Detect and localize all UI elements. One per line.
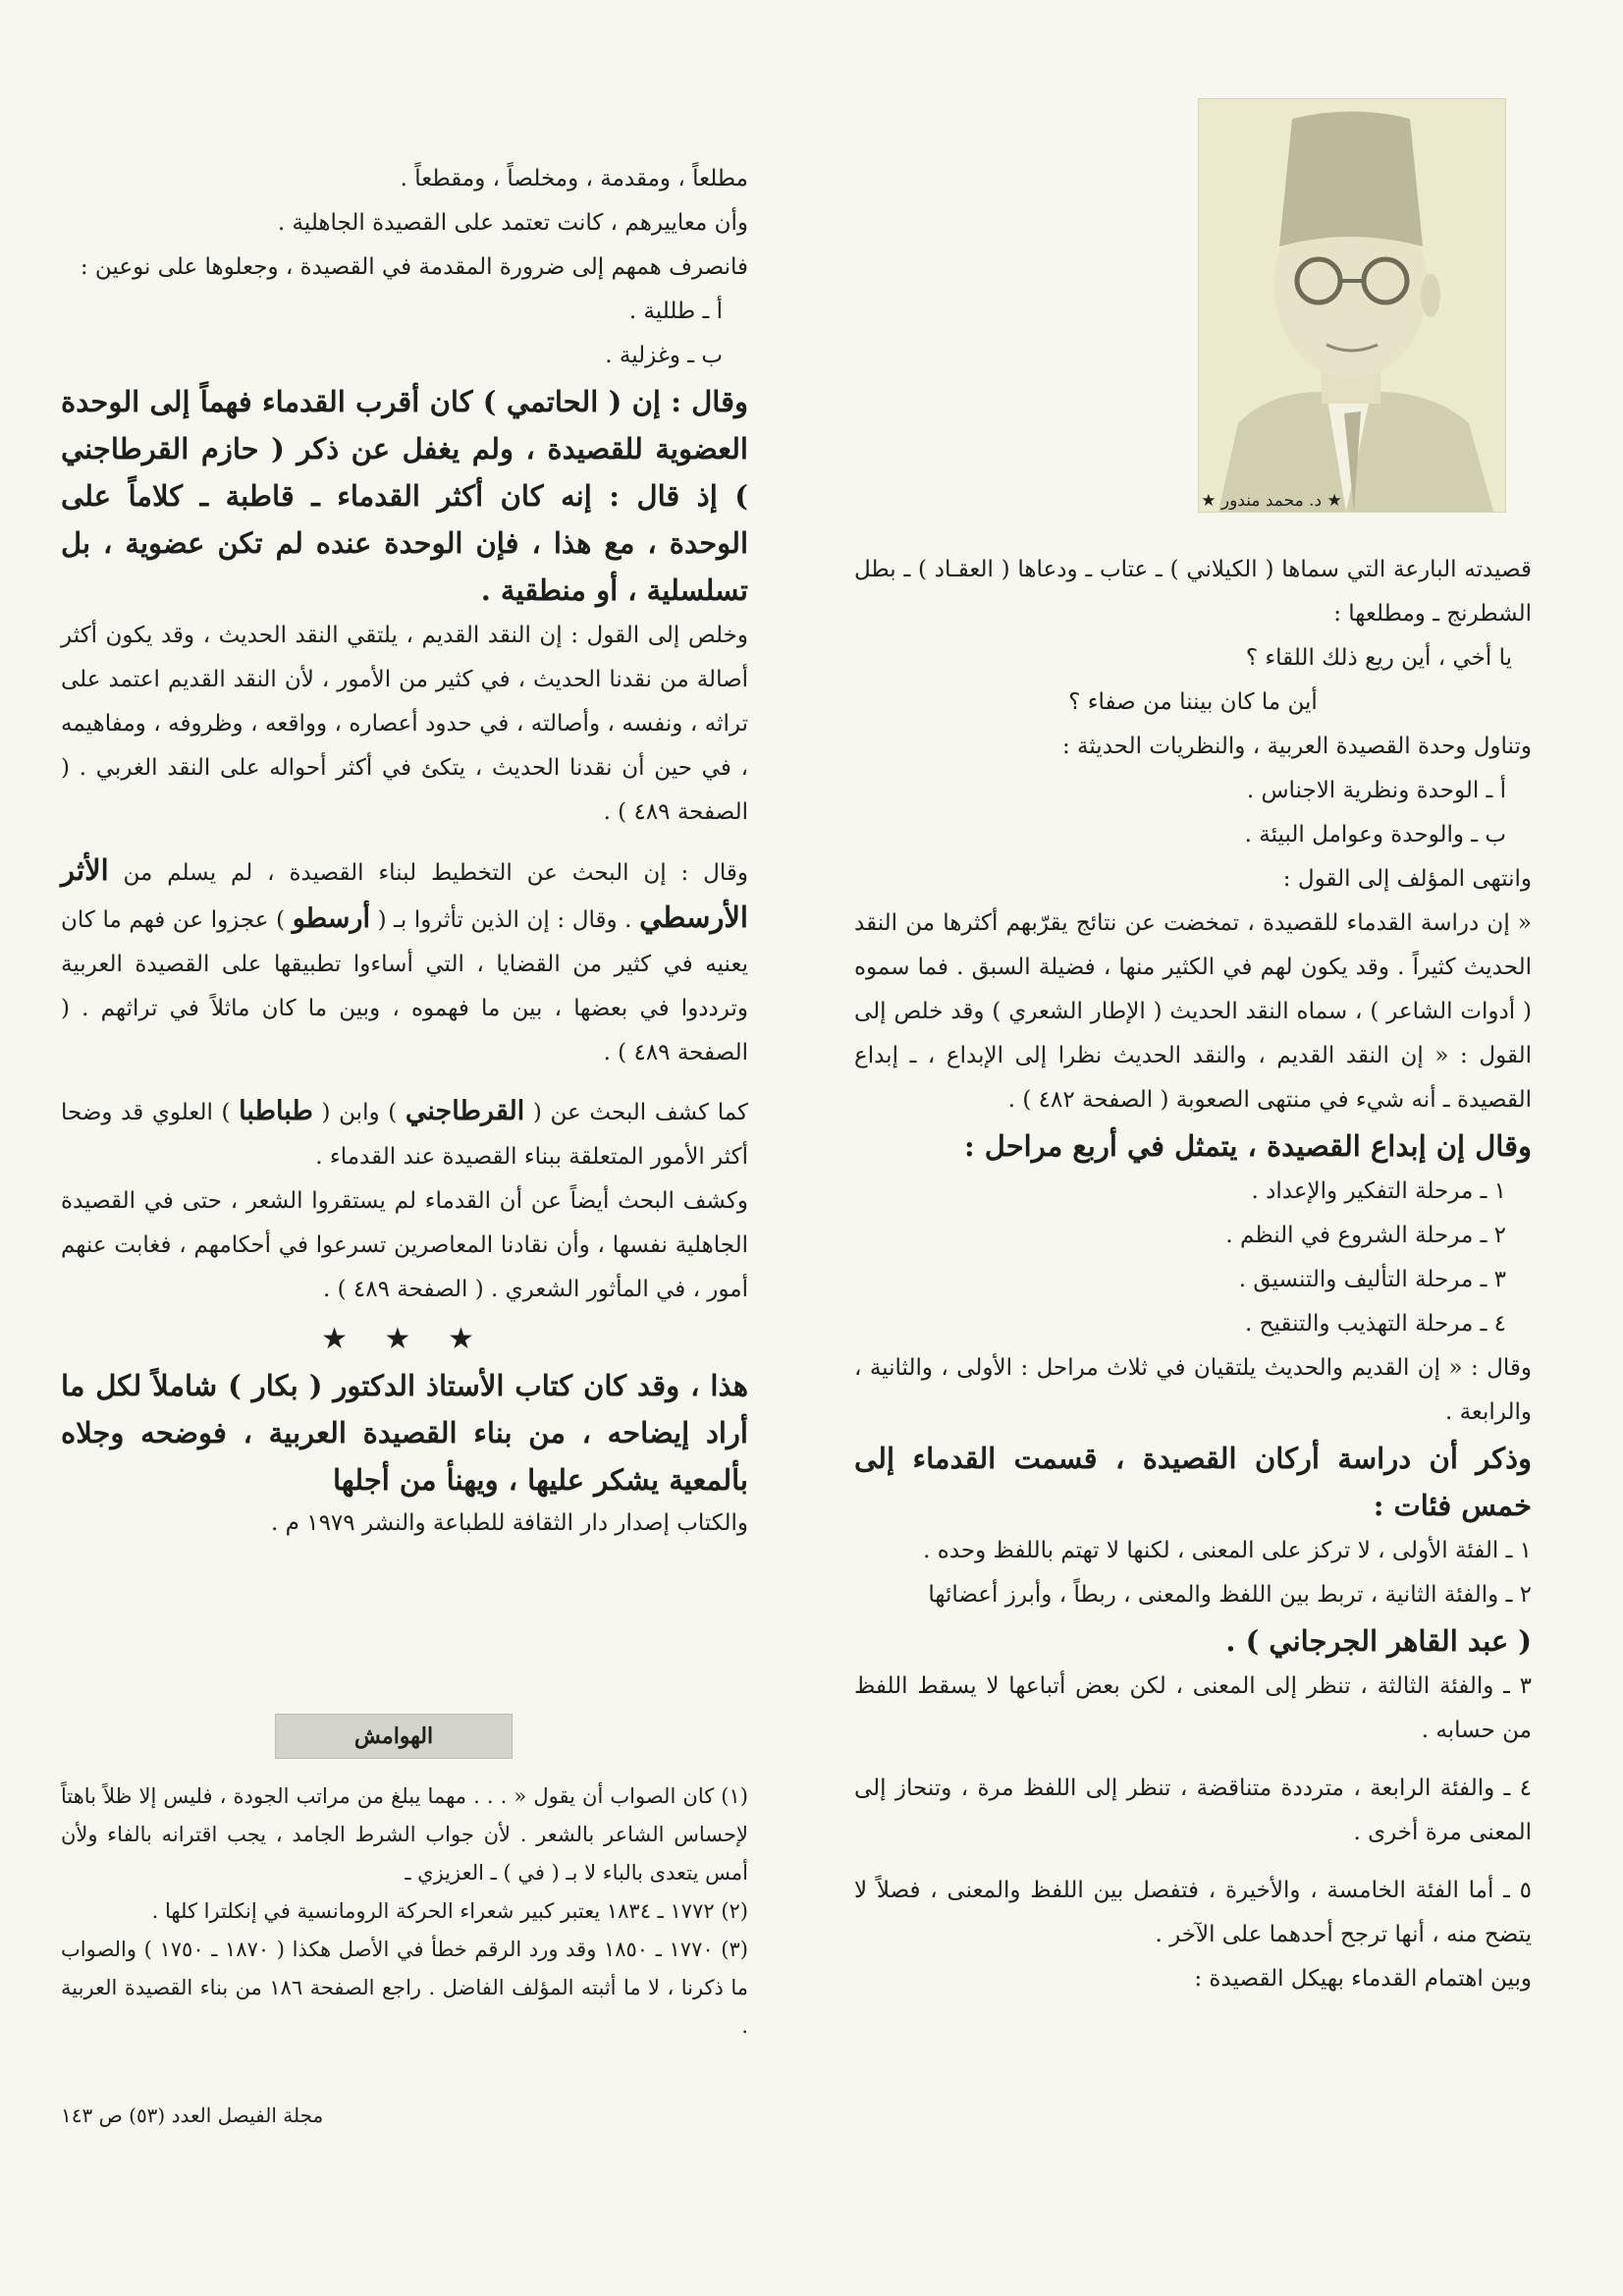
list-item: ٤ ـ مرحلة التهذيب والتنقيح . xyxy=(1245,1311,1506,1337)
paragraph: وانتهى المؤلف إلى القول : xyxy=(1282,866,1532,892)
left-column xyxy=(61,157,748,1543)
paragraph: فانصرف همهم إلى ضرورة المقدمة في القصيدة ، وجعلوها على نوعين : xyxy=(80,254,748,280)
list xyxy=(854,769,1532,857)
footnote: (٣) ١٧٧٠ ـ ١٨٥٠ وقد ورد الرقم خطأ في الأصل هكذا ( ١٨٧٠ ـ ١٧٥٠ ) والصواب ما ذكرنا ، لا ما أثبته المؤلف الفاضل . راجع الصفحة ١٨٦ من بناء القصيدة العربية . xyxy=(61,1938,748,2038)
text: ) العلوي قد وضحا أكثر الأمور المتعلقة ببناء القصيدة عند القدماء . xyxy=(61,1100,748,1170)
text: . وقال : إن الذين تأثروا بـ ( xyxy=(377,907,632,933)
paragraph: وبين اهتمام القدماء بهيكل القصيدة : xyxy=(1194,1966,1532,1992)
list-item: ٢ ـ والفئة الثانية ، تربط بين اللفظ والمعنى ، ربطاً ، وأبرز أعضائها xyxy=(928,1582,1532,1608)
text: ) وابن ( xyxy=(321,1100,398,1125)
list xyxy=(61,290,748,378)
list-item: ٤ ـ والفئة الرابعة ، مترددة متناقضة ، تنظر إلى اللفظ مرة ، وتنحاز إلى المعنى مرة أخرى . xyxy=(854,1776,1532,1845)
poem-verse: أين ما كان بيننا من صفاء ؟ xyxy=(1068,689,1318,715)
list-item: ٥ ـ أما الفئة الخامسة ، والأخيرة ، فتفصل بين اللفظ والمعنى ، فصلاً لا يتضح منه ، أنها ترجح أحدهما على الآخر . xyxy=(854,1878,1532,1947)
paragraph: قصيدته البارعة التي سماها ( الكيلاني ) ـ عتاب ـ ودعاها ( العقـاد ) ـ بطل الشطرنج ـ ومطلعها : xyxy=(854,557,1532,627)
bold-term: الأثر الأرسطي xyxy=(61,853,748,934)
footnote: (١) كان الصواب أن يقول « . . . مهما يبلغ من مراتب الجودة ، فليس إلا ظلاً باهتاً لإحساس الشاعر بالشعر . لأن جواب الشرط الجامد ، يجب اقترانه بالفاء ولأن أمس يتعدى بالباء لا بـ ( في ) ـ العزيزي ـ xyxy=(61,1784,748,1885)
paragraph: وأن معاييرهم ، كانت تعتمد على القصيدة الجاهلية . xyxy=(277,210,748,236)
right-column xyxy=(854,548,1532,2001)
poem-verse: يا أخي ، أين ريع ذلك اللقاء ؟ xyxy=(1245,645,1512,671)
list-item: ٣ ـ والفئة الثالثة ، تنظر إلى المعنى ، لكن بعض أتباعها لا يسقط اللفظ من حسابه . xyxy=(854,1673,1532,1743)
paragraph: وكشف البحث أيضاً عن أن القدماء لم يستقروا الشعر ، حتى في القصيدة الجاهلية نفسها ، وأن نقادنا المعاصرين تسرعوا في أحكامهم ، فغابت عنهم أمور ، في المأثور الشعري . ( الصفحة ٤٨٩ ) . xyxy=(61,1188,748,1302)
bold-paragraph: وقال : إن ( الحاتمي ) كان أقرب القدماء فهماً إلى الوحدة العضوية للقصيدة ، ولم يغفل عن ذكر ( حازم القرطاجني ) إذ قال : إنه كان أكثر القدماء ـ قاطبة ـ كلاماً على الوحدة ، مع هذا ، فإن الوحدة عنده لم تكن عضوية ، بل تسلسلية ، أو منطقية . xyxy=(61,385,748,607)
list-item: ١ ـ الفئة الأولى ، لا تركز على المعنى ، لكنها لا تهتم باللفظ وحده . xyxy=(923,1538,1532,1563)
footnotes-heading: الهوامش xyxy=(275,1714,513,1759)
text: وقال : إن البحث عن التخطيط لبناء القصيدة ، لم يسلم من xyxy=(123,860,748,886)
list-item: ب ـ وغزلية . xyxy=(605,343,723,368)
author-portrait xyxy=(1198,98,1506,513)
list-item: ب ـ والوحدة وعوامل البيئة . xyxy=(1244,822,1506,847)
bold-term: أرسطو xyxy=(292,903,370,934)
text: ) عجزوا عن فهم ما كان يعنيه في كثير من القضايا ، التي أساءوا تطبيقها على القصيدة العربية وترددوا في بعضها ، بين ما فهموه ، وبين ما كان ماثلاً في تراثهم . ( الصفحة ٤٨٩ ) . xyxy=(61,907,748,1066)
text: كما كشف البحث عن ( xyxy=(532,1100,748,1125)
bold-name: ( عبد القاهر الجرجاني ) . xyxy=(1225,1624,1532,1658)
list-item: ٢ ـ مرحلة الشروع في النظم . xyxy=(1225,1223,1506,1248)
bold-paragraph: هذا ، وقد كان كتاب الأستاذ الدكتور ( بكار ) شاملاً لكل ما أراد إيضاحه ، من بناء القصيدة العربية ، فوضحه وجلاه بألمعية يشكر عليها ، ويهنأ من أجلها xyxy=(61,1369,748,1497)
photo-caption: ★ د. محمد مندور ★ xyxy=(1201,491,1342,511)
bold-heading: وذكر أن دراسة أركان القصيدة ، قسمت القدماء إلى خمس فئات : xyxy=(854,1442,1532,1522)
list xyxy=(854,1170,1532,1346)
paragraph: مطلعاً ، ومقدمة ، ومخلصاً ، ومقطعاً . xyxy=(400,166,748,191)
page-footer: مجلة الفيصل العدد (٥٣) ص ١٤٣ xyxy=(61,2104,324,2127)
list-item: ١ ـ مرحلة التفكير والإعداد . xyxy=(1251,1178,1506,1204)
bold-heading: وقال إن إبداع القصيدة ، يتمثل في أربع مراحل : xyxy=(963,1129,1532,1163)
list-item: ٣ ـ مرحلة التأليف والتنسيق . xyxy=(1238,1267,1506,1292)
list-item: أ ـ الوحدة ونظرية الاجناس . xyxy=(1246,778,1506,803)
paragraph: وخلص إلى القول : إن النقد القديم ، يلتقي النقد الحديث ، وقد يكون أكثر أصالة من نقدنا الحديث ، في كثير من الأمور ، لأن النقد القديم اعتمد على تراثه ، ونفسه ، وأصالته ، في حدود أعصاره ، وواقعه ، وظروفه ، ومفاهيمه ، في حين أن نقدنا الحديث ، يتكئ في أكثر أحواله على النقد الغربي . ( الصفحة ٤٨٩ ) . xyxy=(61,623,748,825)
paragraph: وتناول وحدة القصيدة العربية ، والنظريات الحديثة : xyxy=(1061,734,1532,759)
portrait-illustration xyxy=(1199,99,1505,512)
footnote: (٢) ١٧٧٢ ـ ١٨٣٤ يعتبر كبير شعراء الحركة الرومانسية في إنكلترا كلها . xyxy=(151,1899,748,1923)
quote-paragraph: « إن دراسة القدماء للقصيدة ، تمخضت عن نتائج يقرّبهم أكثرها من النقد الحديث كثيراً . وقد يكون لهم في الكثير منها ، فضيلة السبق . فما سموه ( أدوات الشاعر ) ، سماه النقد الحديث ( الإطار الشعري ) وقد خلص إلى القول : « إن النقد القديم ، والنقد الحديث نظرا إلى الإبداع ، ـ إبداع القصيدة ـ أنه شيء في منتهى الصعوبة ( الصفحة ٤٨٢ ) . xyxy=(854,910,1532,1113)
paragraph: وقال : « إن القديم والحديث يلتقيان في ثلاث مراحل : الأولى ، والثانية ، والرابعة . xyxy=(854,1355,1532,1425)
paragraph xyxy=(61,1089,748,1179)
bold-term: طباطبا xyxy=(239,1096,313,1126)
section-divider-stars: ★ ★ ★ xyxy=(321,1322,488,1356)
publication-note: والكتاب إصدار دار الثقافة للطباعة والنشر ١٩٧٩ م . xyxy=(271,1510,748,1536)
footnotes xyxy=(61,1777,748,2046)
paragraph xyxy=(61,848,748,1075)
list-item: أ ـ طللية . xyxy=(628,299,723,324)
bold-term: القرطاجني xyxy=(405,1096,525,1126)
